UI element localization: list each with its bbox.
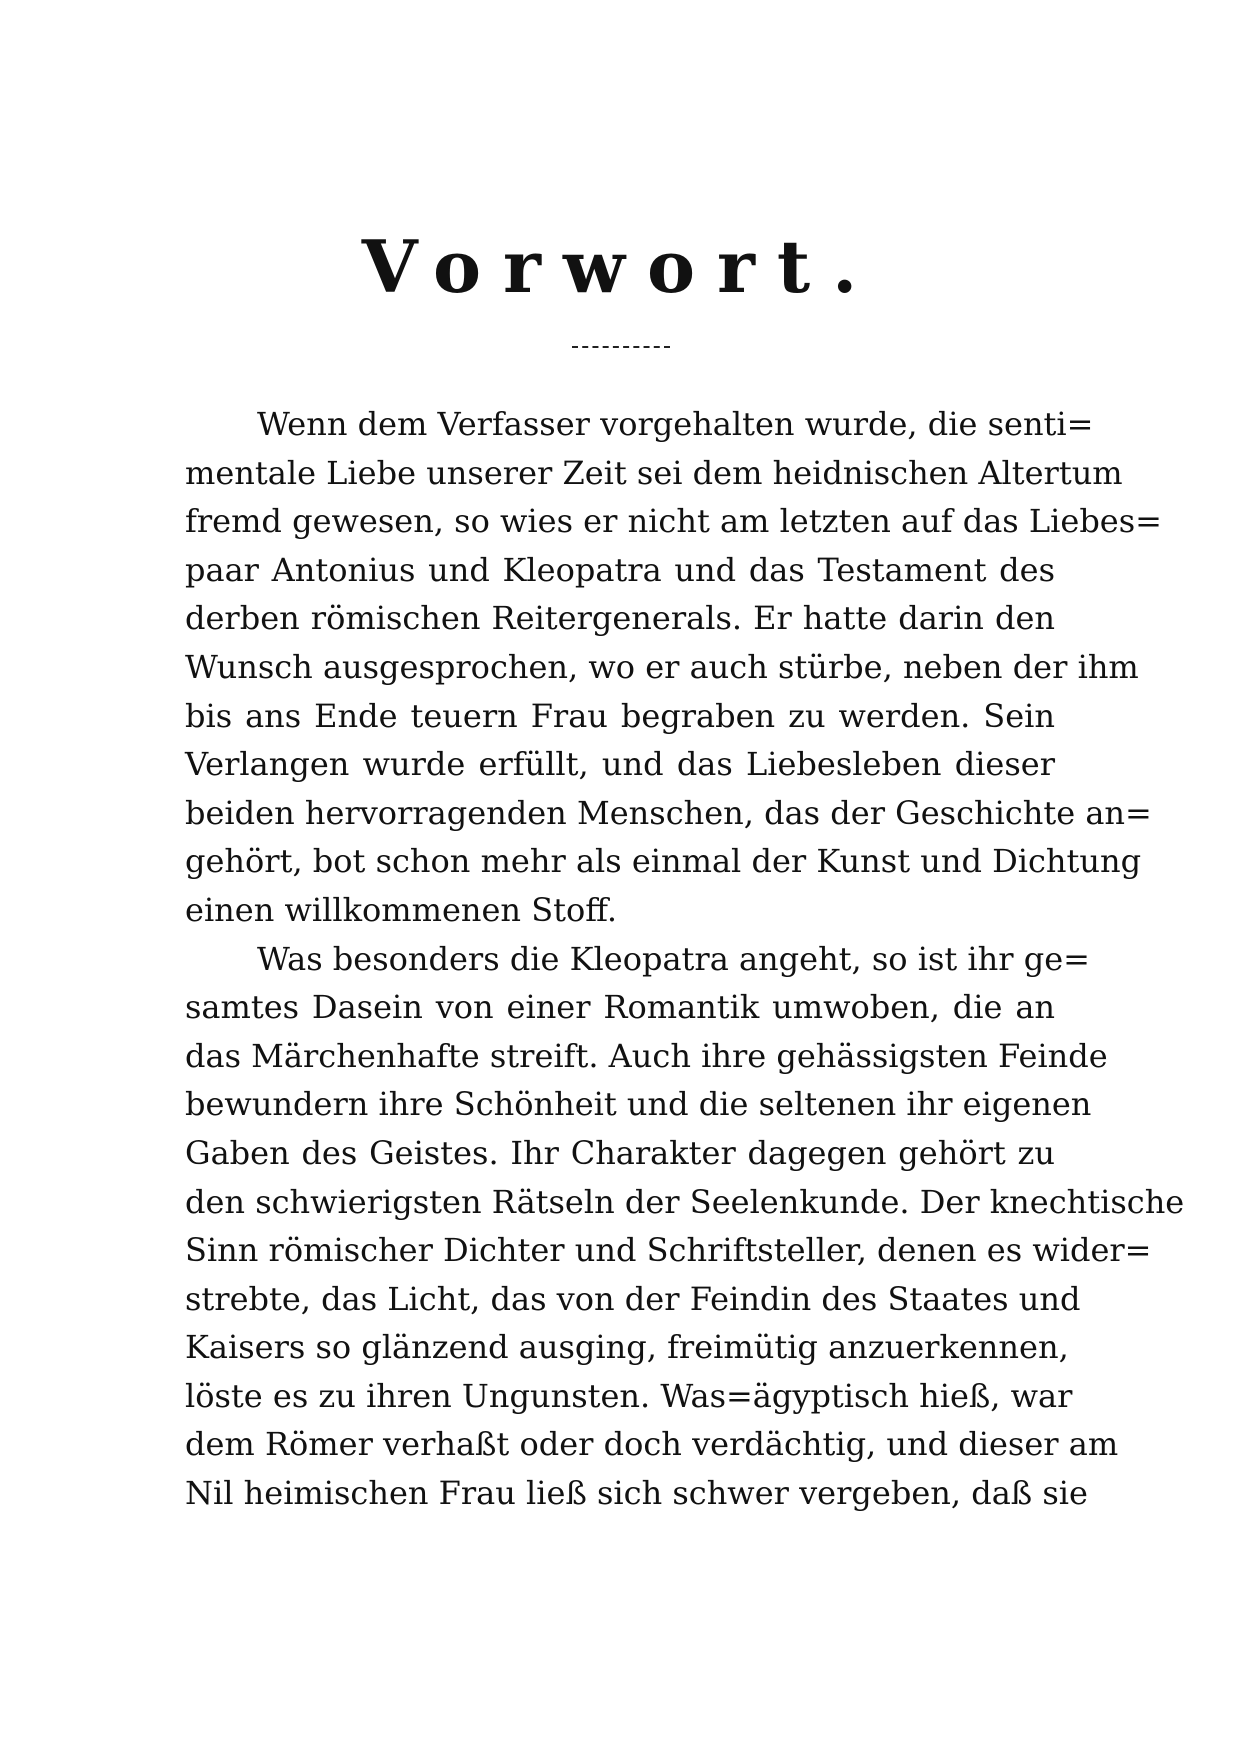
text-line: beiden hervorragenden Menschen, das der Geschichte an= — [185, 793, 1152, 832]
text-line: das Märchenhafte streift. Auch ihre gehässigsten Feinde — [185, 1036, 1108, 1075]
body-text — [185, 400, 1185, 1518]
page-title: Vorwort. — [361, 224, 880, 309]
text-line: Was besonders die Kleopatra angeht, so ist ihr ge= — [257, 939, 1090, 978]
text-line: Sinn römischer Dichter und Schriftsteller, denen es wider= — [185, 1231, 1152, 1270]
text-line: paar Antonius und Kleopatra und das Testament des — [185, 550, 1055, 589]
paragraph-1 — [185, 400, 1162, 935]
text-line: Verlangen wurde erfüllt, und das Liebesleben dieser — [185, 745, 1055, 784]
text-line: fremd gewesen, so wies er nicht am letzten auf das Liebes= — [185, 502, 1162, 541]
text-line: strebte, das Licht, das von der Feindin des Staates und — [185, 1279, 1081, 1318]
text-line: gehört, bot schon mehr als einmal der Kunst und Dichtung — [185, 842, 1142, 881]
text-line: derben römischen Reitergenerals. Er hatte darin den — [185, 599, 1055, 638]
text-line: Wenn dem Verfasser vorgehalten wurde, die senti= — [257, 405, 1094, 443]
text-line: dem Römer verhaßt oder doch verdächtig, und dieser am — [185, 1425, 1119, 1464]
text-line: bis ans Ende teuern Frau begraben zu werden. Sein — [185, 696, 1055, 735]
text-line: mentale Liebe unserer Zeit sei dem heidnischen Altertum — [185, 453, 1123, 492]
text-line: Kaisers so glänzend ausging, freimütig anzuerkennen, — [185, 1328, 1069, 1367]
text-line: Gaben des Geistes. Ihr Charakter dagegen gehört zu — [185, 1133, 1055, 1172]
text-line: samtes Dasein von einer Romantik umwoben, die an — [185, 988, 1055, 1027]
text-line: Wunsch ausgesprochen, wo er auch stürbe, neben der ihm — [185, 647, 1139, 686]
text-line: Nil heimischen Frau ließ sich schwer vergeben, daß sie — [185, 1474, 1088, 1513]
title-divider — [572, 346, 670, 348]
text-line: löste es zu ihren Ungunsten. Was=ägyptisch hieß, war — [185, 1376, 1073, 1415]
paragraph-2 — [185, 935, 1185, 1518]
text-line: den schwierigsten Rätseln der Seelenkunde. Der knechtische — [185, 1182, 1185, 1221]
text-line: einen willkommenen Stoff. — [185, 890, 618, 929]
text-line: bewundern ihre Schönheit und die seltenen ihr eigenen — [185, 1085, 1092, 1124]
